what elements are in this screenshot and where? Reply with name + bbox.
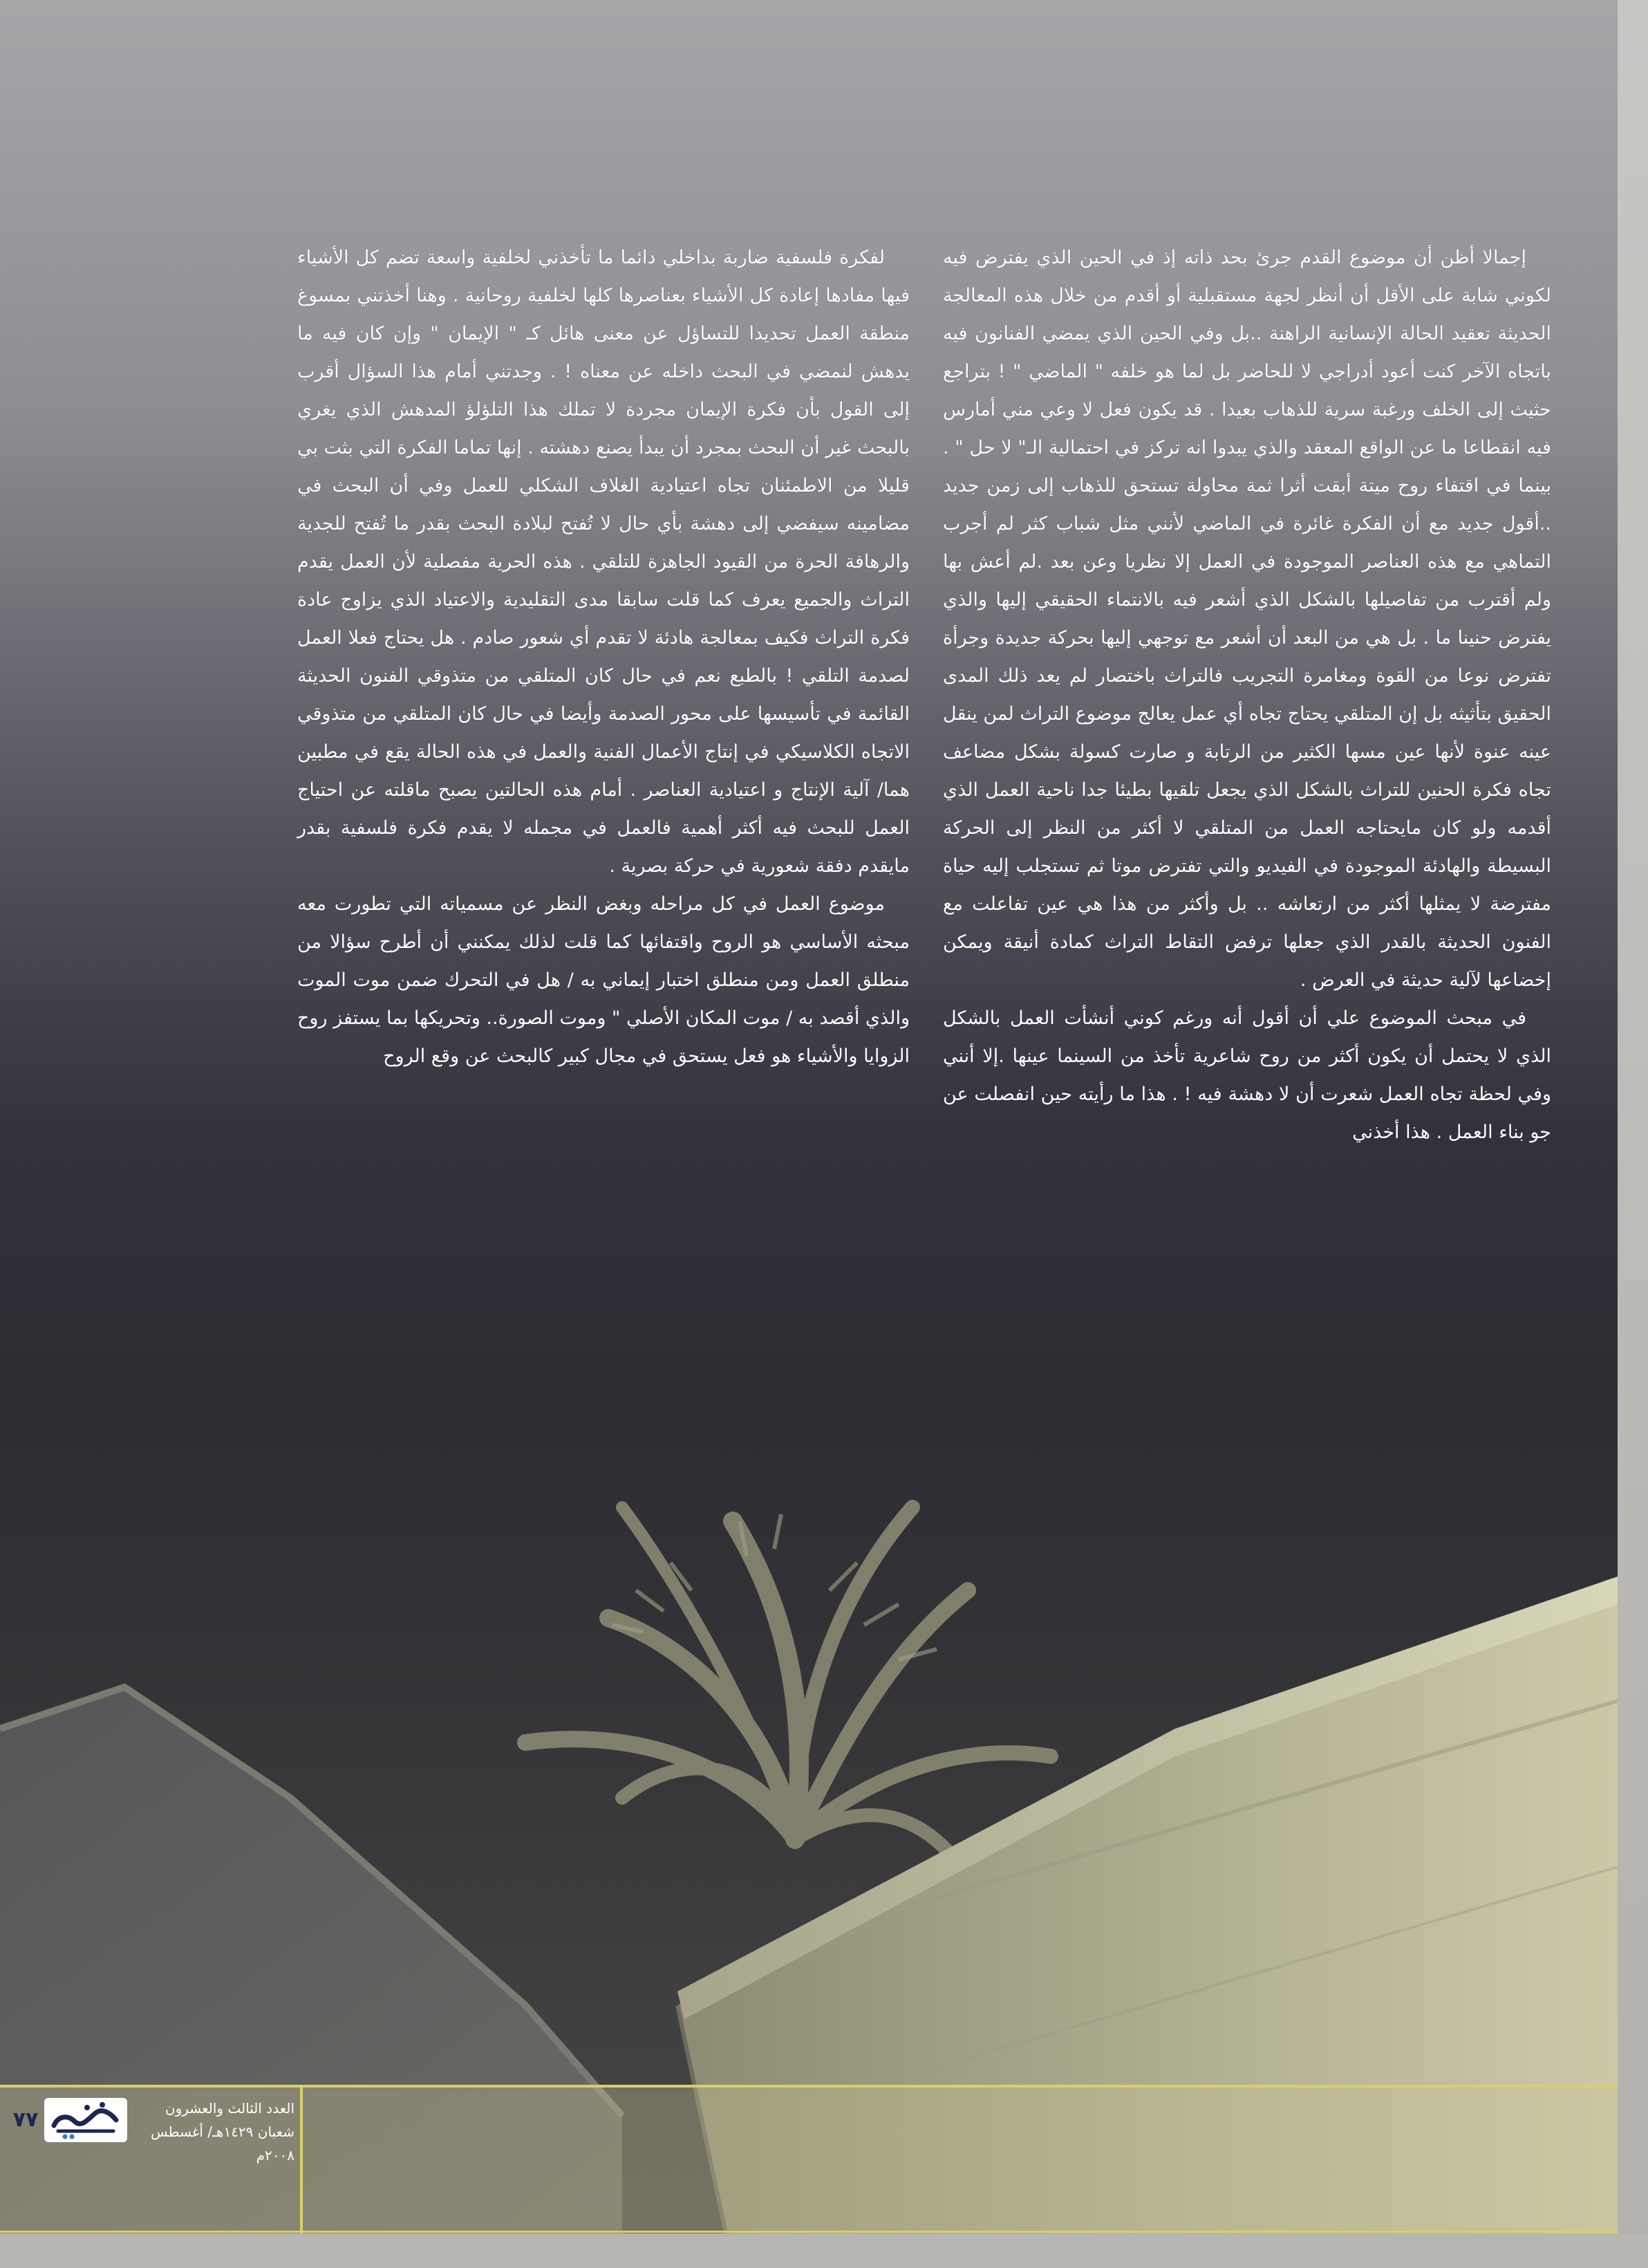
page-footer [0,2095,297,2164]
paragraph: موضوع العمل في كل مراحله وبغض النظر عن مسمياته التي تطورت معه مبحثه الأساسي هو الروح واقتفائها كما قلت لذلك يمكنني أن أطرح سؤالا من منطلق العمل ومن منطلق اختبار إيماني به / هل في التحرك ضمن موت الموت والذي أقصد به / موت المكان الأصلي " وموت الصورة.. وتحريكها بما يستفز روح الزوايا والأشياء هو فعل يستحق في مجال كبير كالبحث عن وقع الروح [297,893,910,1067]
issue-label: العدد الثالث والعشرون [165,2100,294,2117]
scan-margin-right [1618,0,1648,2268]
magazine-logo [44,2098,127,2142]
paragraph: في مبحث الموضوع علي أن أقول أنه ورغم كوني أنشأت العمل بالشكل الذي لا يحتمل أن يكون أكثر من روح شاعرية تأخذ من السينما عينها .إلا أنني وفي لحظة تجاه العمل شعرت أن لا دهشة فيه ! . هذا ما رأيته حين انفصلت عن جو بناء العمل . هذا أخذني [943,1007,1551,1143]
footer-divider [300,2085,303,2233]
issue-date: شعبان ١٤٢٩هـ/ أغسطس ٢٠٠٨م [151,2123,294,2164]
paragraph: لفكرة فلسفية ضاربة بداخلي دائما ما تأخذني لخلفية واسعة تضم كل الأشياء فيها مفادها إعادة كل الأشياء بعناصرها كلها لخلفية روحانية . وهنا أخذتني بمسوغ منطقة العمل تحديدا للتساؤل عن معنى هائل كـ " الإيمان " وإن كان فيه ما يدهش لنمضي في البحث داخله عن معناه ! . وجدتني أمام هذا السؤال أقرب إلى القول بأن فكرة الإيمان مجردة لا تملك هذا التلؤلؤ المدهش الذي يغري بالبحث غير أن البحث بمجرد أن يبدأ يصنع دهشته . إنها تماما الفكرة التي بثت بي قليلا من الاطمئنان تجاه اعتيادية الغلاف الشكلي للعمل وفي أن البحث في مضامينه سيفضي إلى دهشة بأي حال لا تُفتح لبلادة البحث بقدر ما تُفتح للجدية والرهافة الحرة من القيود الجاهزة للتلقي . هذه الحرية مفصلية لأن العمل يقدم التراث والجميع يعرف كما قلت سابقا مدى التقليدية والاعتياد الذي يزاوج عادة فكرة التراث فكيف بمعالجة هادئة لا تقدم أي شعور صادم . هل يحتاج فعلا العمل لصدمة التلقي ! بالطبع نعم في حال كان المتلقي من متذوقي الفنون الحديثة القائمة في تأسيسها على محور الصدمة وأيضا في حال كان المتلقي من متذوقي الاتجاه الكلاسيكي في إنتاج الأعمال الفنية والعمل في هذه الحالة يقع في مطبين هما/ آلية الإنتاج و اعتيادية العناصر . أمام هذه الحالتين يصبح ماقلته عن احتياج العمل للبحث فيه أكثر أهمية فالعمل في مجمله لا يقدم فكرة فلسفية بقدر مايقدم دفقة شعورية في حركة بصرية . [297,247,910,877]
article-column-right [943,239,1551,1151]
paragraph: إجمالا أظن أن موضوع القدم جرئ بحد ذاته إذ في الحين الذي يفترض فيه لكوني شابة على الأقل أن أنظر لجهة مستقبلية أو أقدم من خلال هذه المعالجة الحديثة تعقيد الحالة الإنسانية الراهنة ..بل وفي الحين الذي يمضي الفنانون فيه باتجاه الآخر كنت أعود أدراجي لا للحاضر بل لما هو خلفه " الماضي " ! بتراجع حثيث إلى الخلف ورغبة سرية للذهاب بعيدا . قد يكون فعل لا وعي مني أمارس فيه انقطاعا ما عن الواقع المعقد والذي يبدوا انه تركز في احتمالية الـ" لا حل " . بينما في اقتفاء روح ميتة أبقت أثرا ثمة محاولة تستحق للذهاب إلى زمن جديد ..أقول جديد مع أن الفكرة غائرة في الماضي لأنني مثل شباب كثر لم أجرب التماهي مع هذه العناصر الموجودة في العمل إلا نظريا وعن بعد .لم أعش بها ولم أقترب من تفاصيلها بالشكل الذي أشعر فيه بالانتماء الحقيقي إليها والذي يفترض حنينا ما . بل هي من البعد أن أشعر مع توجهي إليها بحركة جديدة وجرأة تفترض نوعا من القوة ومغامرة التجريب فالتراث باختصار لم يعد ذلك المدى الحقيق بتأثيثه بل إن المتلقي يحتاج تجاه أي عمل يعالج موضوع التراث لمن ينقل عينه عنوة لأنها عين مسها الكثير من الرتابة و صارت كسولة بشكل مضاعف تجاه فكرة الحنين للتراث بالشكل الذي يجعل تلقيها بطيئا جدا ناحية العمل الذي أقدمه ولو كان مايحتاجه العمل من المتلقي لا أكثر من النظر إلى الحركة البسيطة والهادئة الموجودة في الفيديو والتي تفترض موتا ثم تستجلب إليه حياة مفترضة لا يمثلها أكثر من ارتعاشه .. بل وأكثر من هذا هي عين تفاعلت مع الفنون الحديثة بالقدر الذي جعلها ترفض التقاط التراث كمادة أنيقة ويمكن إخضاعها لآلية حديثة في العرض . [943,247,1551,991]
issue-info [131,2097,294,2164]
scan-margin-bottom [0,2233,1648,2268]
page-number: ٧٧ [12,2108,39,2132]
footer-rule [0,2085,1618,2088]
footer-rule [0,2231,1618,2233]
palm-tree [525,1507,1051,1867]
logo-icon [44,2098,127,2142]
article-column-left [297,239,910,1075]
